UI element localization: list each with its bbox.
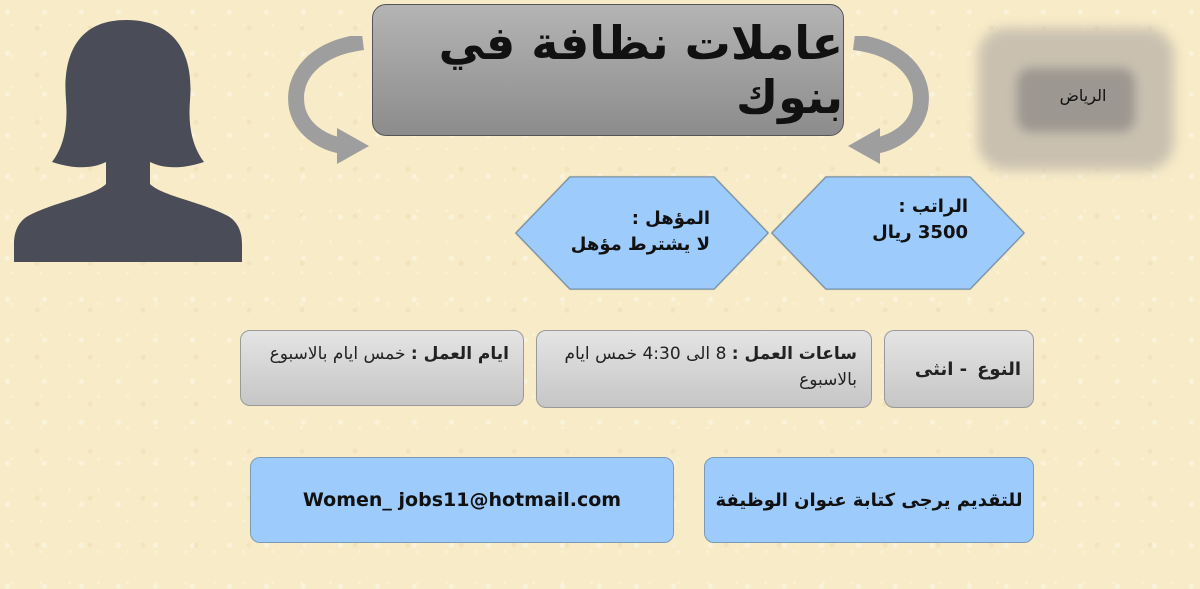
work-days-box [240,330,524,406]
curved-arrow-right-icon [842,36,932,166]
city-label: الرياض [1059,86,1107,105]
qualification-field [560,206,710,258]
salary-value: 3500 ريال [872,222,968,243]
apply-instruction-box [704,457,1034,543]
email-box [250,457,674,543]
qualification-label: المؤهل : [631,208,710,229]
apply-email[interactable]: Women_ jobs11@hotmail.com [302,489,622,511]
work-hours-label: ساعات العمل : [731,344,857,364]
gender-box [884,330,1034,408]
title-banner [372,4,844,136]
page-title: عاملات نظافة في بنوك [438,16,843,124]
woman-silhouette-icon [14,16,242,264]
salary-label: الراتب : [898,196,968,217]
gender-value: - انثى [914,358,968,380]
salary-field [800,194,968,246]
gender-label: النوع [977,358,1021,380]
work-days-value: خمس ايام بالاسبوع [269,344,406,364]
work-hours-value: 8 الى 4:30 خمس ايام بالاسبوع [564,344,857,390]
work-hours-box [536,330,872,408]
work-days-label: ايام العمل : [410,344,509,364]
curved-arrow-left-icon [285,36,375,166]
apply-instruction: للتقديم يرجى كتابة عنوان الوظيفة [715,489,1023,511]
qualification-value: لا يشترط مؤهل [570,234,710,255]
